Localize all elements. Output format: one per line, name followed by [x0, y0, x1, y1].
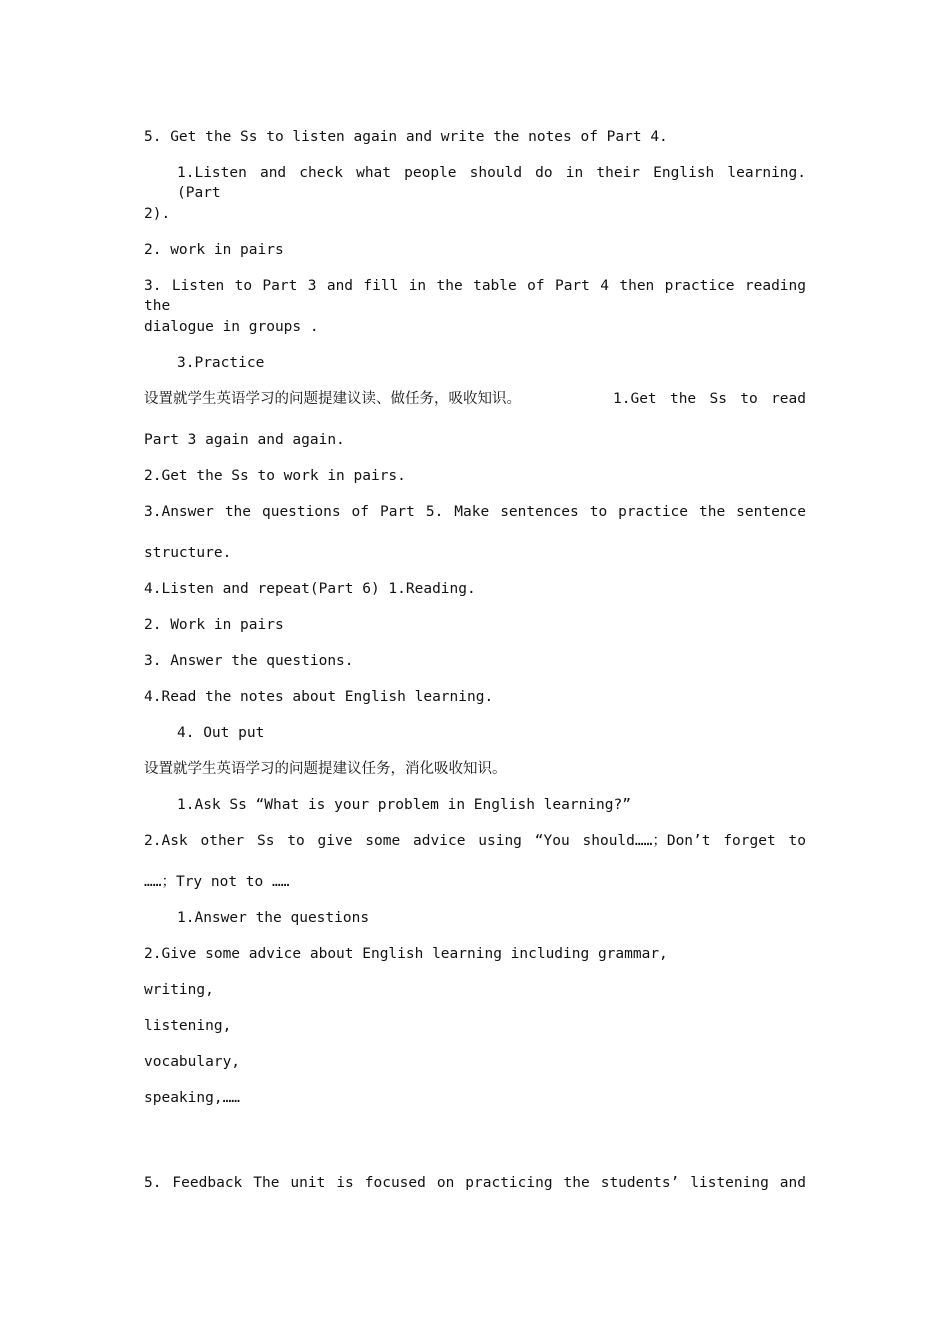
text-line: 1.Answer the questions [177, 910, 370, 926]
text-line: dialogue in groups . [144, 319, 319, 335]
text-line: 2. work in pairs [144, 242, 284, 258]
text-line: writing, [144, 982, 214, 998]
text-line: 4.Read the notes about English learning. [144, 689, 494, 705]
section-heading: 4. Out put [177, 725, 265, 741]
text-line: 1.Listen and check what people should do in their English learning. (Part [177, 165, 806, 201]
text-line: 4.Listen and repeat(Part 6) 1.Reading. [144, 581, 476, 597]
text-line: 3. Listen to Part 3 and fill in the table of Part 4 then practice reading the [144, 278, 806, 314]
text-line: 5. Get the Ss to listen again and write the notes of Part 4. [144, 129, 668, 145]
text-line: speaking,…… [144, 1090, 241, 1106]
text-line: 设置就学生英语学习的问题提建议读、做任务，吸收知识。 [144, 391, 521, 407]
text-line: listening, [144, 1018, 232, 1034]
text-line: 设置就学生英语学习的问题提建议任务，消化吸收知识。 [144, 761, 507, 777]
text-line: 3.Answer the questions of Part 5. Make sentences to practice the sentence [144, 504, 806, 520]
text-line: Part 3 again and again. [144, 432, 345, 448]
text-line: structure. [144, 545, 232, 561]
text-line: 2. Work in pairs [144, 617, 284, 633]
text-line: vocabulary, [144, 1054, 241, 1070]
text-line: 2). [144, 206, 171, 222]
text-line: 1.Ask Ss “What is your problem in English learning?” [177, 797, 631, 813]
text-line: 1.Get the Ss to read [613, 391, 806, 407]
text-line: ……；Try not to …… [144, 874, 290, 890]
text-line: 2.Give some advice about English learning including grammar, [144, 946, 668, 962]
text-line: 2.Get the Ss to work in pairs. [144, 468, 406, 484]
text-line: 2.Ask other Ss to give some advice using “You should……；Don’t forget to [144, 833, 806, 849]
text-line: 5. Feedback The unit is focused on practicing the students’ listening and [144, 1175, 806, 1191]
section-heading: 3.Practice [177, 355, 265, 371]
text-line: 3. Answer the questions. [144, 653, 354, 669]
